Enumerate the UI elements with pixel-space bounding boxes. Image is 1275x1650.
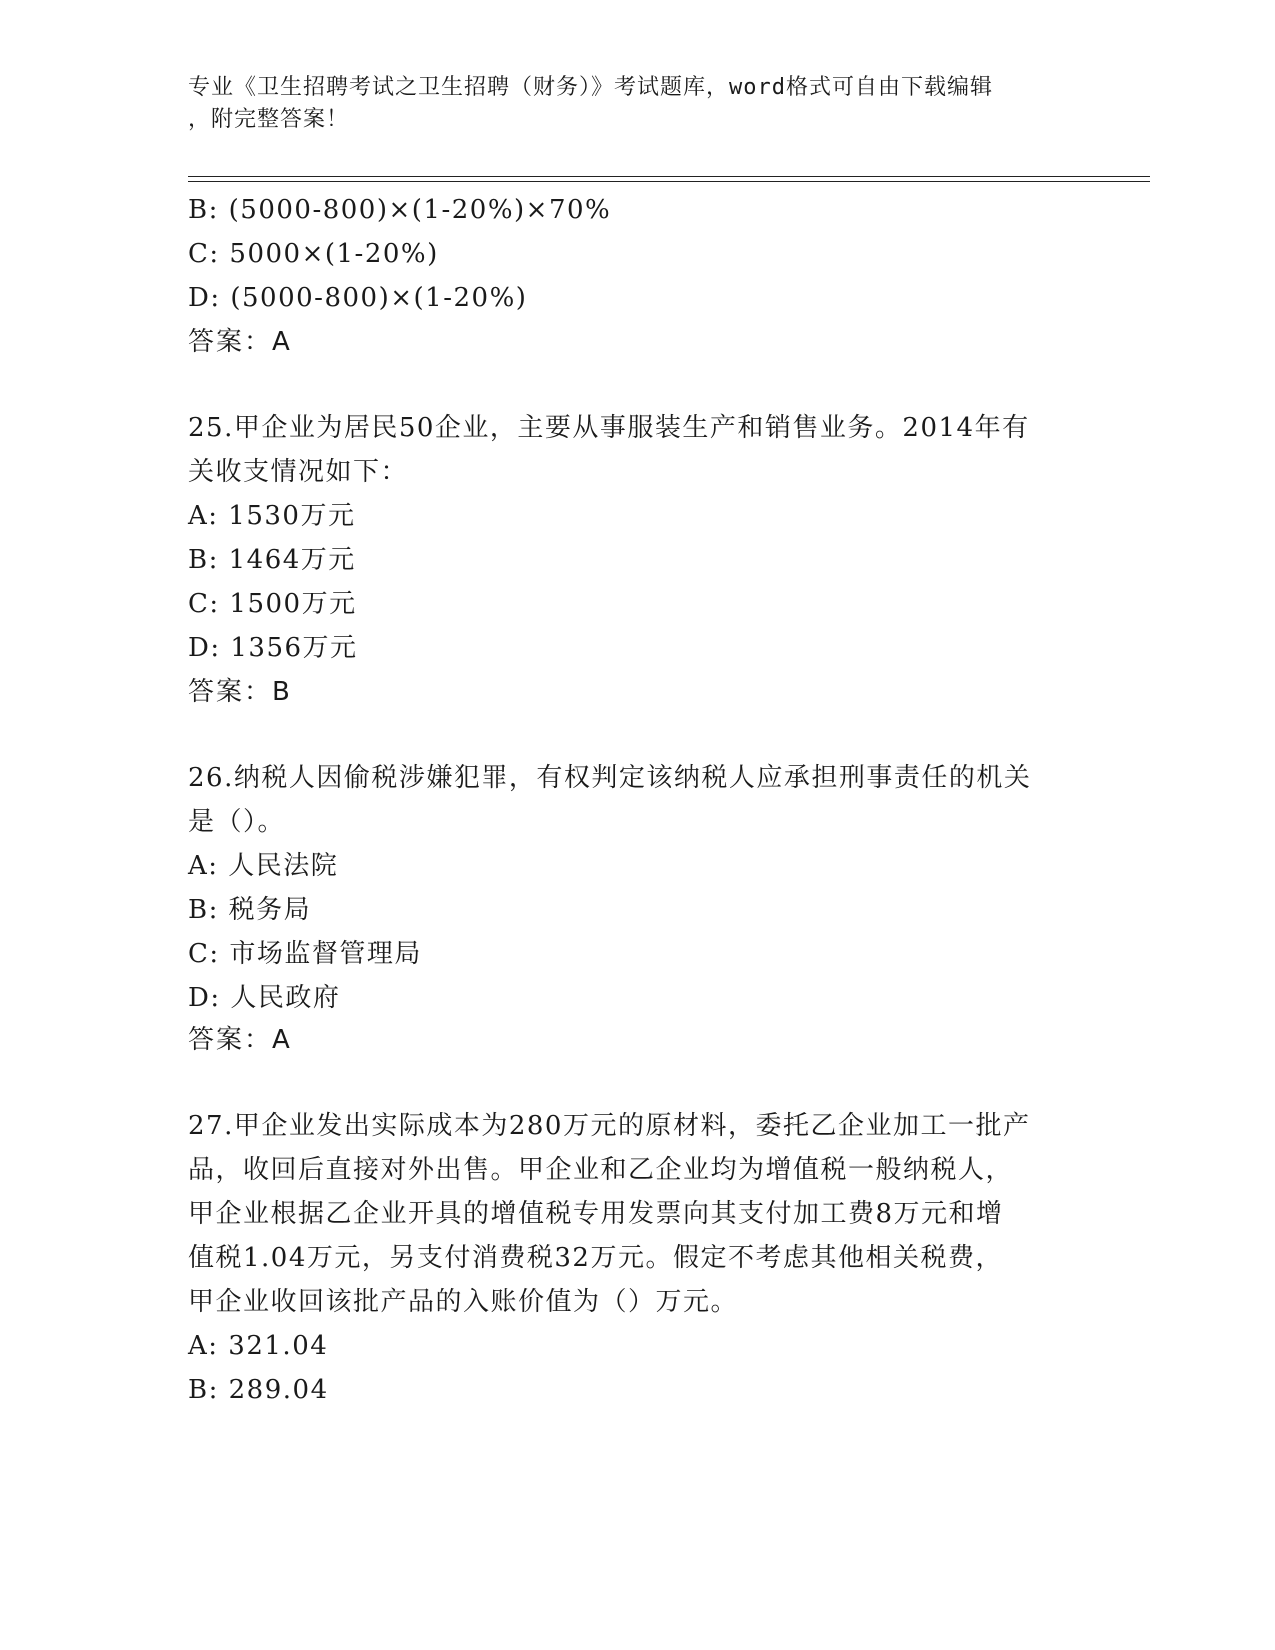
header-divider-top [188, 176, 1150, 177]
answer: 答案：B [188, 677, 292, 707]
question-stem-line: 25.甲企业为居民50企业，主要从事服装生产和销售业务。2014年有 [188, 413, 1030, 443]
answer: 答案：A [188, 1025, 292, 1055]
header-title-line-1: 专业《卫生招聘考试之卫生招聘（财务）》考试题库，word格式可自由下载编辑 [188, 75, 993, 100]
option-c: C: 1500万元 [188, 589, 357, 619]
option-a: A: 人民法院 [188, 851, 339, 881]
option-b: B: 税务局 [188, 895, 312, 925]
option-d: D: 1356万元 [188, 633, 358, 663]
option-d: D: 人民政府 [188, 983, 341, 1013]
question-stem-line: 关收支情况如下： [188, 457, 409, 487]
question-stem-line: 甲企业收回该批产品的入账价值为（）万元。 [188, 1287, 739, 1317]
question-stem-line: 值税1.04万元，另支付消费税32万元。假定不考虑其他相关税费， [188, 1243, 1003, 1273]
option-c: C: 市场监督管理局 [188, 939, 422, 969]
question-stem-line: 是（）。 [188, 807, 286, 837]
question-stem-line: 27.甲企业发出实际成本为280万元的原材料，委托乙企业加工一批产 [188, 1111, 1031, 1141]
header-title-line-2: ，附完整答案！ [188, 107, 350, 132]
answer: 答案：A [188, 327, 292, 357]
option-d: D: (5000-800)×(1-20%) [188, 283, 528, 313]
option-a: A: 1530万元 [188, 501, 356, 531]
question-stem-line: 品，收回后直接对外出售。甲企业和乙企业均为增值税一般纳税人， [188, 1155, 1014, 1185]
option-b: B: (5000-800)×(1-20%)×70% [188, 195, 612, 225]
option-b: B: 289.04 [188, 1375, 329, 1405]
question-stem-line: 甲企业根据乙企业开具的增值税专用发票向其支付加工费8万元和增 [188, 1199, 1004, 1229]
header-divider-bottom [188, 181, 1150, 182]
question-stem-line: 26.纳税人因偷税涉嫌犯罪，有权判定该纳税人应承担刑事责任的机关 [188, 763, 1032, 793]
option-c: C: 5000×(1-20%) [188, 239, 439, 269]
option-a: A: 321.04 [188, 1331, 329, 1361]
option-b: B: 1464万元 [188, 545, 356, 575]
